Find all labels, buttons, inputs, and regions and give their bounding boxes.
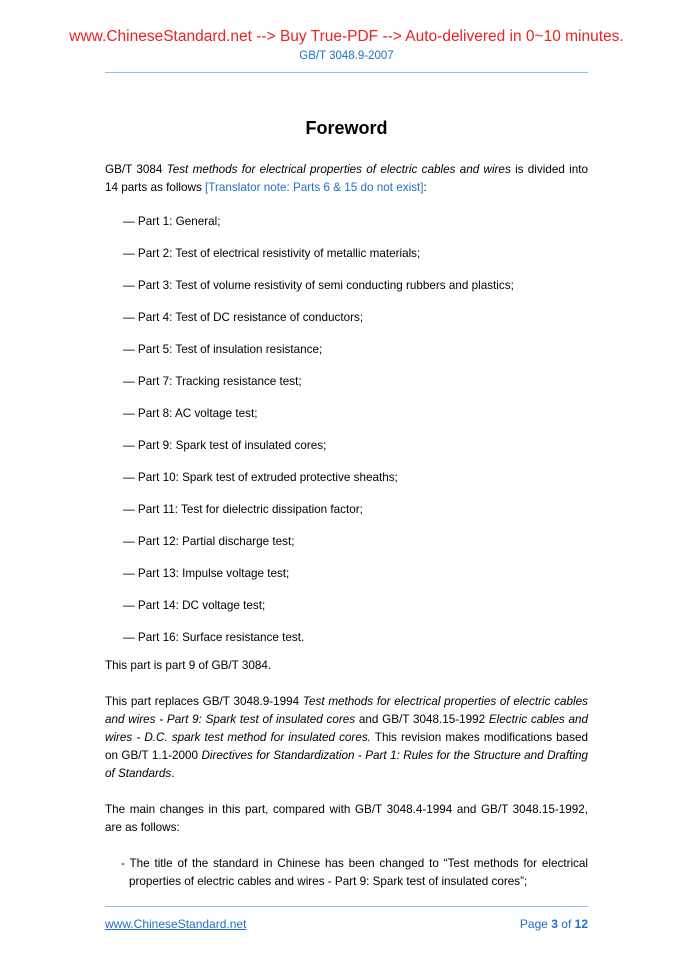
parts-list	[105, 213, 588, 647]
list-item: — Part 2: Test of electrical resistivity of metallic materials;	[123, 247, 421, 260]
directive-title: Directives for Standardization - Part 1: Rules for the Structure and Drafting of Standards	[105, 749, 588, 780]
header-divider	[105, 72, 588, 73]
intro-end: :	[423, 181, 427, 194]
header-banner[interactable]: www.ChineseStandard.net --> Buy True-PDF --> Auto-delivered in 0~10 minutes.	[69, 28, 624, 45]
list-item: — Part 3: Test of volume resistivity of semi conducting rubbers and plastics;	[123, 279, 514, 292]
page-current: 3	[551, 917, 558, 931]
replaces-text-4: .	[171, 767, 175, 780]
standard-code: GB/T 3048.9-2007	[299, 50, 394, 62]
replaces-text-1: This part replaces GB/T 3048.9-1994	[105, 695, 303, 708]
intro-suffix: is divided into 14 parts as follows	[105, 163, 588, 194]
intro-paragraph	[105, 161, 588, 197]
list-item: — Part 16: Surface resistance test.	[123, 631, 305, 644]
list-item: — Part 13: Impulse voltage test;	[123, 567, 290, 580]
list-item: — Part 14: DC voltage test;	[123, 599, 266, 612]
list-item: — Part 8: AC voltage test;	[123, 407, 258, 420]
list-item: — Part 11: Test for dielectric dissipation factor;	[123, 503, 363, 516]
list-item: — Part 7: Tracking resistance test;	[123, 375, 302, 388]
replaced-title-2: Electric cables and wires - D.C. spark test method for insulated cores.	[105, 713, 588, 744]
document-body	[105, 161, 588, 891]
list-item: — Part 4: Test of DC resistance of conductors;	[123, 311, 364, 324]
replaces-text-2: and GB/T 3048.15-1992	[355, 713, 489, 726]
series-title: Test methods for electrical properties of electric cables and wires	[166, 163, 511, 176]
list-item: — Part 10: Spark test of extruded protective sheaths;	[123, 471, 398, 484]
replaced-title-1: Test methods for electrical properties of electric cables and wires - Part 9: Spark test of insulated cores	[105, 695, 588, 726]
page-indicator	[520, 917, 588, 931]
intro-prefix: GB/T 3084	[105, 163, 167, 176]
part-statement: This part is part 9 of GB/T 3084.	[105, 659, 272, 672]
changes-intro: The main changes in this part, compared with GB/T 3048.4-1994 and GB/T 3048.15-1992, are as follows:	[105, 803, 588, 834]
list-item: — Part 1: General;	[123, 215, 221, 228]
replaces-text-3: This revision makes modifications based on GB/T 1.1-2000	[105, 731, 588, 762]
page-total: 12	[574, 917, 588, 931]
page-label: Page	[519, 917, 552, 931]
list-item: — Part 12: Partial discharge test;	[123, 535, 295, 548]
list-item: — Part 9: Spark test of insulated cores;	[123, 439, 327, 452]
footer-site-link[interactable]: www.ChineseStandard.net	[105, 917, 247, 931]
translator-note: [Translator note: Parts 6 & 15 do not exist]	[205, 181, 424, 194]
list-item: — Part 5: Test of insulation resistance;	[123, 343, 323, 356]
page-title: Foreword	[305, 118, 388, 138]
replaces-paragraph	[105, 693, 588, 783]
footer-divider	[105, 906, 588, 907]
page-of: of	[557, 917, 575, 931]
change-item: - The title of the standard in Chinese has been changed to “Test methods for electrical properties of electric cables and wires - Part 9: Spark test of insulated cores”;	[121, 857, 588, 888]
